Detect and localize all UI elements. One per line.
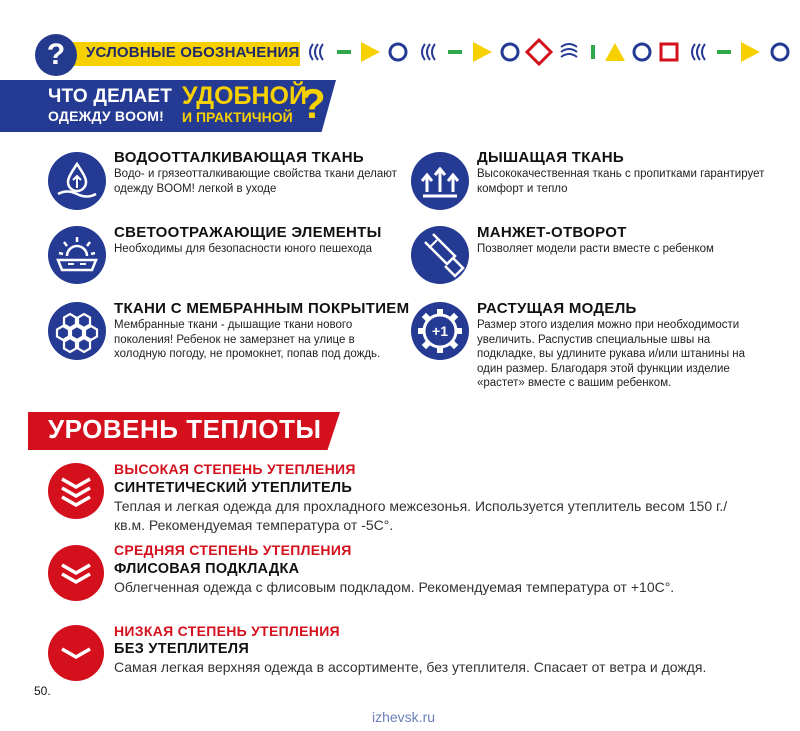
warmth-type: БЕЗ УТЕПЛИТЕЛЯ — [114, 641, 250, 657]
red-diamond-icon — [527, 40, 551, 64]
legend-label: УСЛОВНЫЕ ОБОЗНАЧЕНИЯ — [86, 44, 300, 61]
green-dash-icon — [337, 50, 351, 54]
warmth-desc: Теплая и легкая одежда для прохладного межсезонья. Используется утеплитель весом 150 г./кв.м. Рекомендуемая температура от -5С°. — [114, 498, 728, 533]
warmth-type: СИНТЕТИЧЕСКИЙ УТЕПЛИТЕЛЬ — [114, 480, 353, 496]
red-square-icon — [661, 44, 677, 60]
warmth-desc: Облегченная одежда с флисовым подкладом. Рекомендуемая температура от +10С°. — [114, 579, 675, 595]
feature-title: ВОДООТТАЛКИВАЮЩАЯ ТКАНЬ — [114, 149, 364, 166]
wave-arcs-icon — [561, 44, 577, 57]
triple-chevron-icon — [48, 463, 104, 519]
wave-arcs-icon — [422, 44, 435, 60]
yellow-triangle-icon — [741, 42, 760, 62]
warmth-title: УРОВЕНЬ ТЕПЛОТЫ — [48, 414, 322, 444]
question-mark-icon: ? — [35, 34, 77, 76]
double-chevron-icon — [48, 545, 104, 601]
warmth-desc: Самая легкая верхняя одежда в ассортименте, без утеплителя. Спасает от ветра и дождя. — [114, 659, 707, 675]
feature-title: СВЕТООТРАЖАЮЩИЕ ЭЛЕМЕНТЫ — [114, 224, 382, 241]
yellow-triangle-icon — [605, 43, 625, 61]
banner-question-mark: ? — [300, 80, 326, 127]
feature-title: ДЫШАЩАЯ ТКАНЬ — [477, 149, 625, 166]
green-dash-icon — [448, 50, 462, 54]
feature-title: РАСТУЩАЯ МОДЕЛЬ — [477, 300, 637, 317]
wave-arcs-icon — [692, 44, 705, 60]
cuff-sleeve-icon — [411, 226, 469, 284]
feature-desc: Размер этого изделия можно при необходимости увеличить. Распустив специальные швы на подкладке, вы удлините рукава и/или штанины на один размер. Благодаря этой функции изделие «растет» вместе с вашим ребенком. — [477, 319, 746, 389]
blue-circle-icon — [634, 44, 650, 60]
feature-title: МАНЖЕТ-ОТВОРОТ — [477, 224, 627, 241]
green-dash-icon — [717, 50, 731, 54]
warmth-level: ВЫСОКАЯ СТЕПЕНЬ УТЕПЛЕНИЯ — [114, 461, 356, 477]
warmth-level: НИЗКАЯ СТЕПЕНЬ УТЕПЛЕНИЯ — [114, 623, 340, 639]
plus-one-badge: +1 — [432, 323, 448, 339]
wave-arcs-icon — [310, 44, 323, 60]
banner-highlight-2: И ПРАКТИЧНОЙ — [182, 109, 293, 125]
warmth-level: СРЕДНЯЯ СТЕПЕНЬ УТЕПЛЕНИЯ — [114, 542, 352, 558]
single-chevron-icon — [48, 625, 104, 681]
blue-circle-icon — [502, 44, 518, 60]
blue-circle-icon — [390, 44, 406, 60]
banner-line-2: ОДЕЖДУ BOOM! — [48, 108, 165, 124]
feature-desc: Водо- и грязеотталкивающие свойства ткани делают одежду BOOM! легкой в уходе — [114, 168, 397, 195]
banner-highlight-1: УДОБНОЙ — [182, 82, 307, 110]
banner-line-1: ЧТО ДЕЛАЕТ — [48, 86, 173, 107]
yellow-triangle-icon — [473, 42, 492, 62]
water-drop-icon — [48, 152, 106, 210]
feature-desc: Мембранные ткани - дышащие ткани нового поколения! Ребенок не замерзнет на улице в холодную погоду, не промокнет, попав под дождь. — [114, 319, 381, 360]
membrane-honeycomb-icon — [48, 302, 106, 360]
green-bar-icon — [591, 45, 595, 59]
blue-circle-icon — [772, 44, 788, 60]
legend-icons — [305, 37, 795, 67]
watermark: izhevsk.ru — [372, 709, 436, 725]
feature-title: ТКАНИ С МЕМБРАННЫМ ПОКРЫТИЕМ — [114, 300, 410, 317]
feature-desc: Необходимы для безопасности юного пешехода — [114, 243, 373, 255]
breathable-arrows-icon — [411, 152, 469, 210]
feature-desc: Позволяет модели расти вместе с ребенком — [477, 243, 714, 255]
feature-desc: Высококачественная ткань с пропитками гарантирует комфорт и тепло — [477, 168, 765, 195]
page-number: 50. — [34, 684, 51, 698]
reflective-sun-icon — [48, 226, 106, 284]
warmth-type: ФЛИСОВАЯ ПОДКЛАДКА — [114, 561, 300, 577]
growing-plus-one-icon — [411, 302, 469, 360]
yellow-triangle-icon — [361, 42, 380, 62]
